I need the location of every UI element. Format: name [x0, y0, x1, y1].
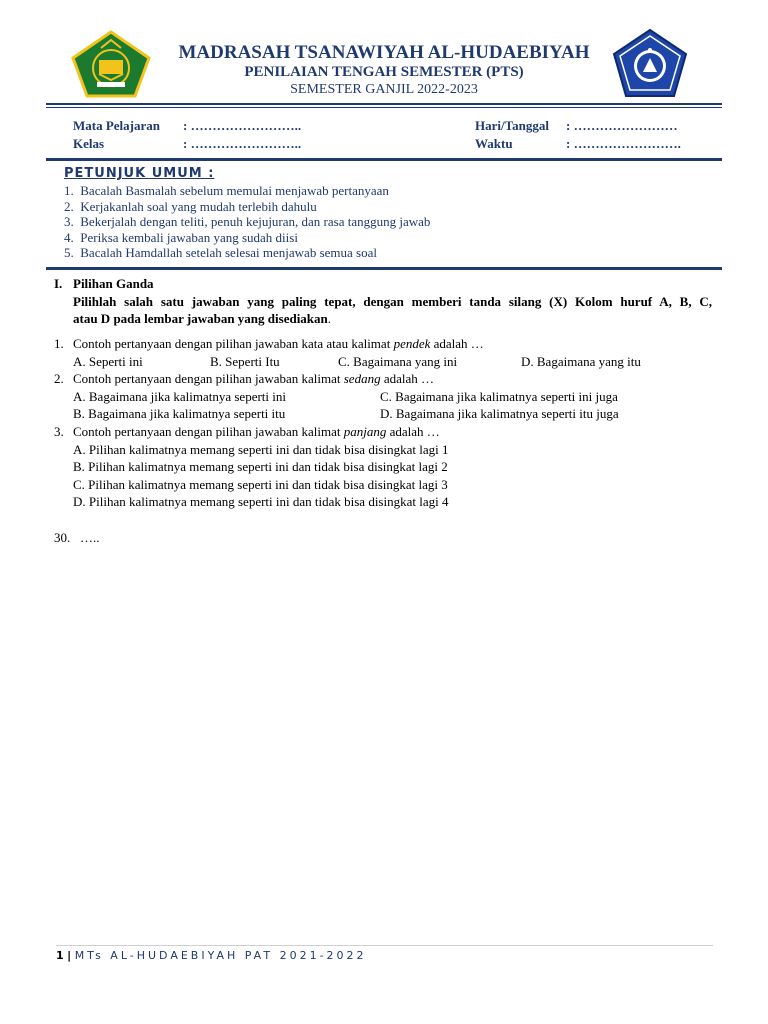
question-number: 2.	[54, 371, 64, 386]
question-text: …..	[80, 530, 100, 545]
option-d: D. Pilihan kalimatnya memang seperti ini dan tidak bisa disingkat lagi 4	[73, 494, 449, 509]
option-b: B. Seperti Itu	[210, 354, 280, 369]
footer-text: MTs AL-HUDAEBIYAH PAT 2021-2022	[74, 949, 367, 962]
question-number: 1.	[54, 336, 64, 351]
question-number: 3.	[54, 424, 64, 439]
option-c: C. Pilihan kalimatnya memang seperti ini dan tidak bisa disingkat lagi 3	[73, 477, 448, 492]
petunjuk-heading: PETUNJUK UMUM :	[64, 166, 215, 181]
option-a: A. Seperti ini	[73, 354, 143, 369]
rule-item: 2. Kerjakanlah soal yang mudah terlebih dahulu	[64, 199, 317, 214]
question-text: Contoh pertanyaan dengan pilihan jawaban kalimat sedang adalah …	[73, 371, 435, 386]
footer-separator: |	[67, 949, 72, 962]
kelas-value: : ……………………..	[183, 136, 302, 151]
hari-label: Hari/Tanggal	[475, 118, 549, 133]
page-number: 1	[56, 949, 64, 962]
petunjuk-divider	[46, 267, 722, 270]
option-d: D. Bagaimana yang itu	[521, 354, 641, 369]
option-c: C. Bagaimana yang ini	[338, 354, 458, 369]
semester-label: SEMESTER GANJIL 2022-2023	[290, 82, 478, 97]
rule-item: 4. Periksa kembali jawaban yang sudah diisi	[64, 230, 298, 245]
option-b: B. Bagaimana jika kalimatnya seperti itu	[73, 406, 286, 421]
exam-title: PENILAIAN TENGAH SEMESTER (PTS)	[244, 64, 524, 80]
footer-divider	[56, 945, 713, 946]
question-text: Contoh pertanyaan dengan pilihan jawaban kata atau kalimat pendek adalah …	[73, 336, 484, 351]
question-text: Contoh pertanyaan dengan pilihan jawaban kalimat panjang adalah …	[73, 424, 440, 439]
option-d: D. Bagaimana jika kalimatnya seperti itu juga	[380, 406, 619, 421]
hari-value: : ……………………	[566, 118, 678, 133]
header-divider-thin	[46, 107, 722, 108]
mapel-value: : ……………………..	[183, 118, 302, 133]
section-title: Pilihan Ganda	[73, 276, 154, 291]
header-divider-thick	[46, 103, 722, 105]
section-number: I.	[54, 276, 63, 291]
info-divider	[46, 158, 722, 161]
section-instruction-line2: atau D pada lembar jawaban yang disediakan.	[73, 311, 332, 326]
option-a: A. Pilihan kalimatnya memang seperti ini dan tidak bisa disingkat lagi 1	[73, 442, 449, 457]
page-footer	[56, 949, 367, 962]
rule-item: 3. Bekerjalah dengan teliti, penuh kejujuran, dan rasa tanggung jawab	[64, 214, 431, 229]
option-c: C. Bagaimana jika kalimatnya seperti ini juga	[380, 389, 618, 404]
rule-item: 1. Bacalah Basmalah sebelum memulai menjawab pertanyaan	[64, 183, 389, 198]
option-a: A. Bagaimana jika kalimatnya seperti ini	[73, 389, 286, 404]
waktu-label: Waktu	[475, 136, 513, 151]
rule-item: 5. Bacalah Hamdallah setelah selesai menjawab semua soal	[64, 245, 377, 260]
school-title: MADRASAH TSANAWIYAH AL-HUDAEBIYAH	[178, 42, 590, 63]
section-instruction-line1: Pilihlah salah satu jawaban yang paling tepat, dengan memberi tanda silang (X) Kolom huruf A, B, C,	[73, 294, 712, 309]
option-b: B. Pilihan kalimatnya memang seperti ini dan tidak bisa disingkat lagi 2	[73, 459, 448, 474]
waktu-value: : …………………….	[566, 136, 681, 151]
question-number: 30.	[54, 530, 71, 545]
mapel-label: Mata Pelajaran	[73, 118, 161, 133]
kelas-label: Kelas	[73, 136, 105, 151]
